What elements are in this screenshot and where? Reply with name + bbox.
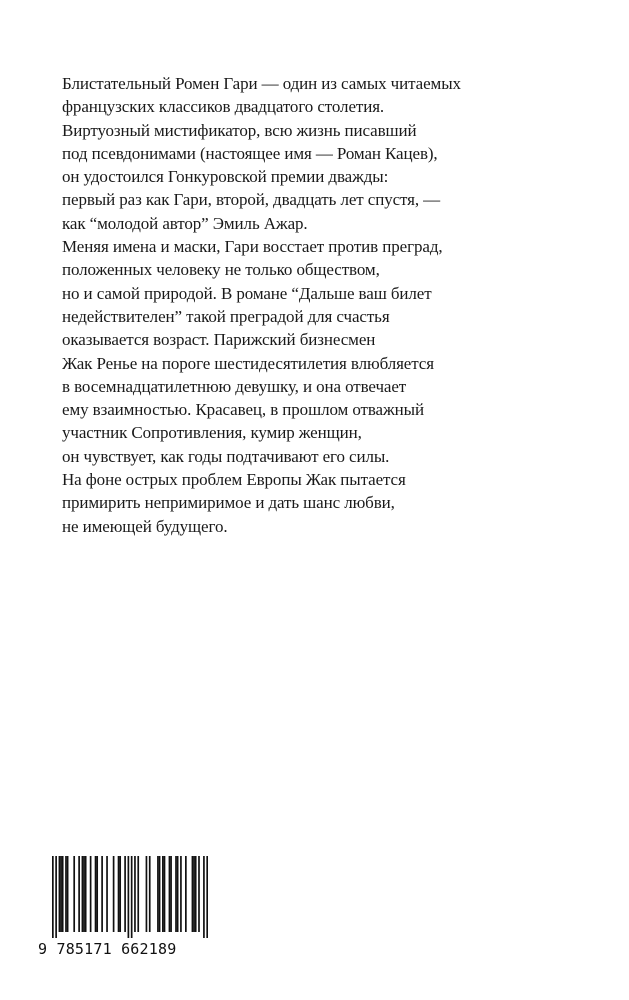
barcode-bar [203, 856, 205, 938]
blurb-line: он удостоился Гонкуровской премии дважды: [62, 167, 389, 187]
blurb-line: он чувствует, как годы подтачивают его силы. [62, 446, 390, 466]
blurb-line: не имеющей будущего. [62, 516, 228, 536]
barcode-bar [149, 856, 151, 932]
blurb-line: французских классиков двадцатого столетия. [62, 97, 385, 117]
barcode-bar [177, 856, 179, 932]
blurb-line: Блистательный Ромен Гари — один из самых читаемых [62, 74, 461, 93]
barcode-bar [180, 856, 182, 932]
barcode-bar [124, 856, 126, 932]
barcode-bar [175, 856, 177, 932]
barcode-bar [113, 856, 115, 932]
barcode-bar [195, 856, 197, 932]
blurb-line: Жак Ренье на пороге шестидесятилетия влюбляется [62, 353, 434, 373]
barcode-bar [67, 856, 69, 932]
blurb-line: оказывается возраст. Парижский бизнесмен [62, 330, 376, 350]
blurb-line: Виртуозный мистификатор, всю жизнь писавший [62, 120, 417, 140]
barcode-bar [193, 856, 195, 932]
blurb-line: как “молодой автор” Эмиль Ажар. [62, 213, 308, 233]
barcode-bar [82, 856, 84, 932]
barcode-bar [137, 856, 139, 932]
barcode-bar [85, 856, 87, 932]
barcode-bar [128, 856, 130, 938]
barcode-bar [146, 856, 148, 932]
barcode-bar [96, 856, 98, 932]
blurb-line: На фоне острых проблем Европы Жак пытается [62, 470, 406, 490]
barcode-bar [73, 856, 75, 932]
isbn-digits: 9 785171 662189 [38, 940, 177, 958]
barcode-bar [119, 856, 121, 932]
barcode-bar [157, 856, 159, 932]
barcode-bar [101, 856, 103, 932]
barcode-bar [60, 856, 62, 932]
barcode-bar [90, 856, 92, 932]
barcode-bar [192, 856, 194, 932]
isbn-barcode [38, 856, 208, 962]
barcode-bar [162, 856, 164, 932]
barcode-bar [170, 856, 172, 932]
barcode-bar [52, 856, 54, 938]
blurb-line: примирить непримиримое и дать шанс любви, [62, 493, 395, 513]
barcode-bar [62, 856, 64, 932]
barcode-bar [185, 856, 187, 932]
barcode-bar [134, 856, 136, 932]
barcode-bar [131, 856, 133, 938]
blurb-line: в восемнадцатилетнюю девушку, и она отвечает [62, 376, 407, 396]
barcode-bar [206, 856, 208, 938]
barcode-bar [59, 856, 61, 932]
barcode-bar [118, 856, 120, 932]
barcode-bar [83, 856, 85, 932]
blurb-line: но и самой природой. В романе “Дальше ваш билет [62, 283, 432, 303]
blurb-line: под псевдонимами (настоящее имя — Роман Кацев), [62, 143, 438, 163]
blurb-line: недействителен” такой преградой для счастья [62, 306, 390, 326]
blurb-line: Меняя имена и маски, Гари восстает против преград, [62, 237, 443, 257]
barcode-bar [169, 856, 171, 932]
barcode-icon [38, 856, 208, 938]
blurb-line: положенных человеку не только обществом, [62, 260, 380, 280]
barcode-bar [55, 856, 57, 938]
barcode-bar [198, 856, 200, 932]
barcode-bar [95, 856, 97, 932]
barcode-bar [78, 856, 80, 932]
barcode-bar [164, 856, 166, 932]
barcode-bar [65, 856, 67, 932]
barcode-bar [106, 856, 108, 932]
blurb-text [62, 72, 582, 538]
blurb-line: участник Сопротивления, кумир женщин, [62, 423, 362, 443]
barcode-bar [159, 856, 161, 932]
blurb-line: ему взаимностью. Красавец, в прошлом отважный [62, 400, 424, 420]
blurb-line: первый раз как Гари, второй, двадцать лет спустя, — [62, 190, 441, 210]
